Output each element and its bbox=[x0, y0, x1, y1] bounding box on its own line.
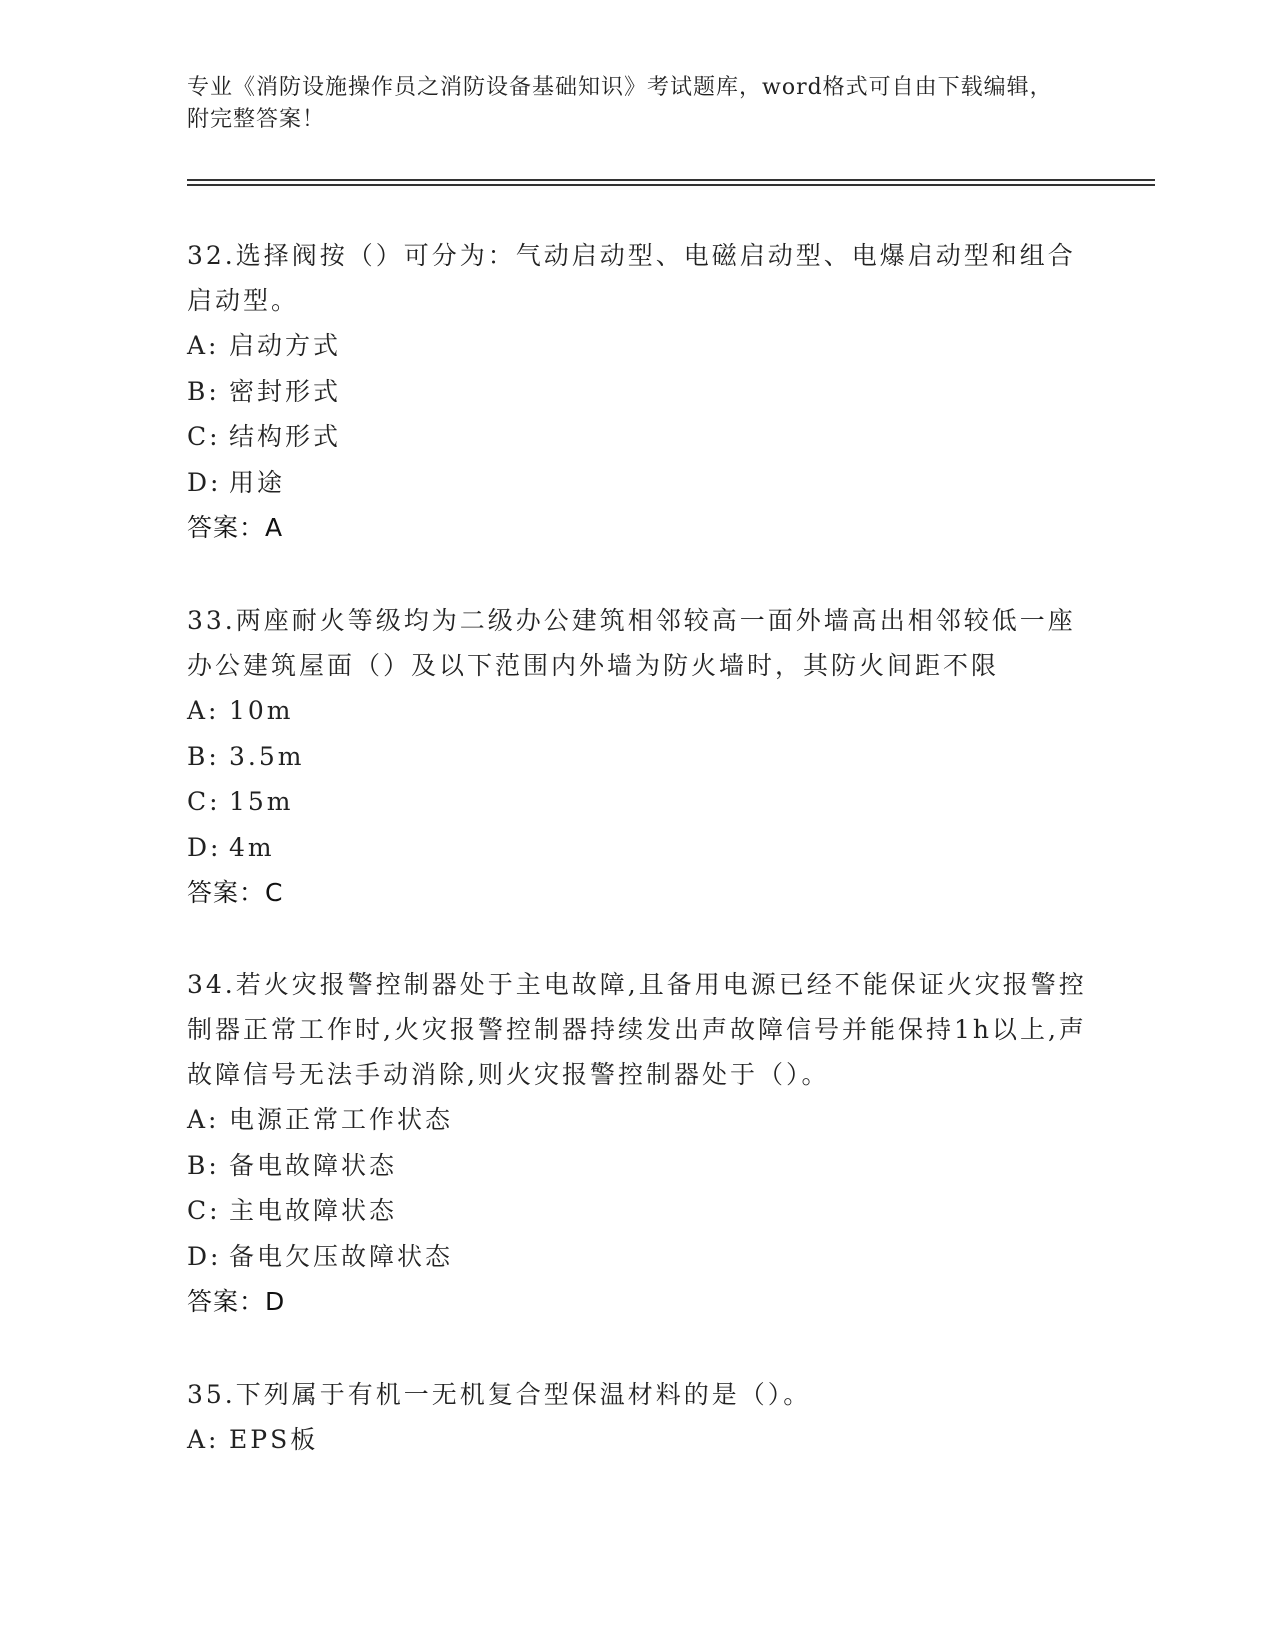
option-text: 主电故障状态 bbox=[229, 1196, 398, 1225]
option-letter: B: bbox=[187, 376, 220, 406]
option-letter: D: bbox=[187, 1241, 222, 1271]
option-letter: B: bbox=[187, 1150, 220, 1180]
option-c bbox=[187, 1188, 1087, 1234]
option-text: 10m bbox=[229, 696, 294, 725]
option-letter: A: bbox=[187, 1425, 220, 1454]
option-text: 启动方式 bbox=[229, 331, 342, 360]
header-divider-bottom bbox=[187, 184, 1155, 186]
option-letter: A: bbox=[187, 1105, 220, 1134]
option-a bbox=[187, 323, 1087, 369]
option-b bbox=[187, 1143, 1087, 1189]
option-a bbox=[187, 1097, 1087, 1143]
question-stem: 34.若火灾报警控制器处于主电故障,且备用电源已经不能保证火灾报警控制器正常工作时,火灾报警控制器持续发出声故障信号并能保持1h以上,声故障信号无法手动消除,则火灾报警控制器处于（）。 bbox=[187, 970, 1087, 1089]
question-34 bbox=[187, 962, 1087, 1324]
option-letter: D: bbox=[187, 832, 222, 862]
question-32 bbox=[187, 233, 1087, 550]
question-stem: 33.两座耐火等级均为二级办公建筑相邻较高一面外墙高出相邻较低一座办公建筑屋面（）及以下范围内外墙为防火墙时，其防火间距不限 bbox=[187, 606, 1076, 680]
answer-line: 答案：A bbox=[187, 513, 284, 542]
option-d bbox=[187, 460, 1087, 506]
option-d bbox=[187, 1234, 1087, 1280]
header-divider-top bbox=[187, 179, 1155, 181]
header-text: 专业《消防设施操作员之消防设备基础知识》考试题库，word格式可自由下载编辑，附完整答案！ bbox=[187, 75, 1053, 132]
option-letter: C: bbox=[187, 422, 221, 451]
option-text: 备电欠压故障状态 bbox=[229, 1241, 454, 1271]
option-letter: C: bbox=[187, 787, 221, 816]
option-a bbox=[187, 688, 1087, 734]
option-b bbox=[187, 369, 1087, 415]
option-text: 结构形式 bbox=[229, 422, 342, 451]
option-a bbox=[187, 1417, 1087, 1463]
option-letter: C: bbox=[187, 1196, 221, 1225]
option-text: 3.5m bbox=[229, 741, 305, 771]
question-stem: 32.选择阀按（）可分为：气动启动型、电磁启动型、电爆启动型和组合启动型。 bbox=[187, 241, 1076, 315]
option-c bbox=[187, 414, 1087, 460]
option-letter: A: bbox=[187, 696, 220, 725]
option-text: 15m bbox=[229, 787, 294, 816]
option-text: EPS板 bbox=[229, 1425, 319, 1454]
answer-line: 答案：C bbox=[187, 878, 284, 907]
question-33 bbox=[187, 598, 1087, 915]
option-letter: B: bbox=[187, 741, 220, 771]
option-b bbox=[187, 734, 1087, 780]
question-35 bbox=[187, 1372, 1087, 1463]
option-text: 用途 bbox=[229, 467, 286, 497]
option-letter: D: bbox=[187, 467, 222, 497]
option-text: 备电故障状态 bbox=[229, 1150, 398, 1180]
option-text: 电源正常工作状态 bbox=[229, 1105, 454, 1134]
answer-line: 答案：D bbox=[187, 1287, 286, 1316]
question-stem: 35.下列属于有机一无机复合型保温材料的是（）。 bbox=[187, 1380, 812, 1409]
option-c bbox=[187, 779, 1087, 825]
option-d bbox=[187, 825, 1087, 871]
option-letter: A: bbox=[187, 331, 220, 360]
option-text: 4m bbox=[229, 832, 275, 862]
document-header bbox=[187, 72, 1067, 136]
option-text: 密封形式 bbox=[229, 376, 342, 406]
